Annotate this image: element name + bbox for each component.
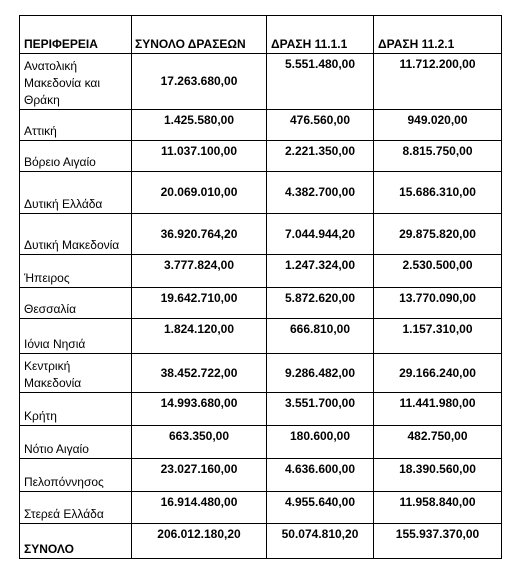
region-cell: Θεσσαλία — [20, 288, 132, 319]
grand-total-11-2-1-cell: 155.937.370,00 — [374, 524, 502, 559]
action-11-1-1-cell: 4.636.600,00 — [267, 459, 374, 492]
region-cell: Δυτική Μακεδονία — [20, 214, 132, 255]
total-cell: 11.037.100,00 — [132, 141, 267, 172]
action-11-2-1-cell: 2.530.500,00 — [374, 255, 502, 288]
total-cell: 3.777.824,00 — [132, 255, 267, 288]
region-cell: Κρήτη — [20, 393, 132, 426]
action-11-1-1-cell: 9.286.482,00 — [267, 354, 374, 393]
total-cell: 38.452.722,00 — [132, 354, 267, 393]
action-11-2-1-cell: 18.390.560,00 — [374, 459, 502, 492]
total-cell: 14.993.680,00 — [132, 393, 267, 426]
action-11-1-1-cell: 180.600,00 — [267, 426, 374, 459]
action-11-1-1-cell: 7.044.944,20 — [267, 214, 374, 255]
header-total: ΣΥΝΟΛΟ ΔΡΑΣΕΩΝ — [132, 16, 267, 54]
action-11-2-1-cell: 11.441.980,00 — [374, 393, 502, 426]
region-cell: Στερεά Ελλάδα — [20, 492, 132, 524]
table-row — [20, 426, 502, 459]
table-row — [20, 354, 502, 393]
table-row — [20, 110, 502, 141]
action-11-1-1-cell: 666.810,00 — [267, 319, 374, 354]
total-cell: 16.914.480,00 — [132, 492, 267, 524]
table-row — [20, 141, 502, 172]
header-region: ΠΕΡΙΦΕΡΕΙΑ — [20, 16, 132, 54]
action-11-2-1-cell: 11.958.840,00 — [374, 492, 502, 524]
region-cell: Δυτική Ελλάδα — [20, 172, 132, 214]
action-11-2-1-cell: 13.770.090,00 — [374, 288, 502, 319]
action-11-2-1-cell: 29.875.820,00 — [374, 214, 502, 255]
action-11-1-1-cell: 4.955.640,00 — [267, 492, 374, 524]
action-11-1-1-cell: 5.551.480,00 — [267, 54, 374, 110]
action-11-2-1-cell: 1.157.310,00 — [374, 319, 502, 354]
table-row — [20, 288, 502, 319]
header-row — [20, 16, 502, 54]
table-row — [20, 172, 502, 214]
header-action-11-1-1: ΔΡΑΣΗ 11.1.1 — [267, 16, 374, 54]
total-cell: 1.425.580,00 — [132, 110, 267, 141]
region-cell: Πελοπόννησος — [20, 459, 132, 492]
total-cell: 36.920.764,20 — [132, 214, 267, 255]
table-row — [20, 255, 502, 288]
total-cell: 19.642.710,00 — [132, 288, 267, 319]
region-cell: Βόρειο Αιγαίο — [20, 141, 132, 172]
table-row — [20, 393, 502, 426]
total-row — [20, 524, 502, 559]
action-11-2-1-cell: 29.166.240,00 — [374, 354, 502, 393]
table-row — [20, 492, 502, 524]
action-11-1-1-cell: 1.247.324,00 — [267, 255, 374, 288]
action-11-2-1-cell: 11.712.200,00 — [374, 54, 502, 110]
region-cell: Ανατολική Μακεδονία και Θράκη — [20, 54, 132, 110]
table-row — [20, 319, 502, 354]
total-cell: 663.350,00 — [132, 426, 267, 459]
action-11-2-1-cell: 482.750,00 — [374, 426, 502, 459]
action-11-2-1-cell: 15.686.310,00 — [374, 172, 502, 214]
total-label: ΣΥΝΟΛΟ — [20, 524, 132, 559]
total-cell: 20.069.010,00 — [132, 172, 267, 214]
table-row — [20, 459, 502, 492]
regional-actions-table — [19, 15, 502, 559]
action-11-2-1-cell: 8.815.750,00 — [374, 141, 502, 172]
region-cell: Ιόνια Νησιά — [20, 319, 132, 354]
action-11-1-1-cell: 476.560,00 — [267, 110, 374, 141]
total-cell: 23.027.160,00 — [132, 459, 267, 492]
region-cell: Αττική — [20, 110, 132, 141]
region-cell: Ήπειρος — [20, 255, 132, 288]
action-11-1-1-cell: 4.382.700,00 — [267, 172, 374, 214]
table-row — [20, 214, 502, 255]
action-11-1-1-cell: 2.221.350,00 — [267, 141, 374, 172]
total-cell: 1.824.120,00 — [132, 319, 267, 354]
grand-total-11-1-1-cell: 50.074.810,20 — [267, 524, 374, 559]
region-cell: Νότιο Αιγαίο — [20, 426, 132, 459]
header-action-11-2-1: ΔΡΑΣΗ 11.2.1 — [374, 16, 502, 54]
table-row — [20, 54, 502, 110]
grand-total-cell: 206.012.180,20 — [132, 524, 267, 559]
region-cell: Κεντρική Μακεδονία — [20, 354, 132, 393]
action-11-1-1-cell: 3.551.700,00 — [267, 393, 374, 426]
action-11-1-1-cell: 5.872.620,00 — [267, 288, 374, 319]
action-11-2-1-cell: 949.020,00 — [374, 110, 502, 141]
total-cell: 17.263.680,00 — [132, 54, 267, 110]
